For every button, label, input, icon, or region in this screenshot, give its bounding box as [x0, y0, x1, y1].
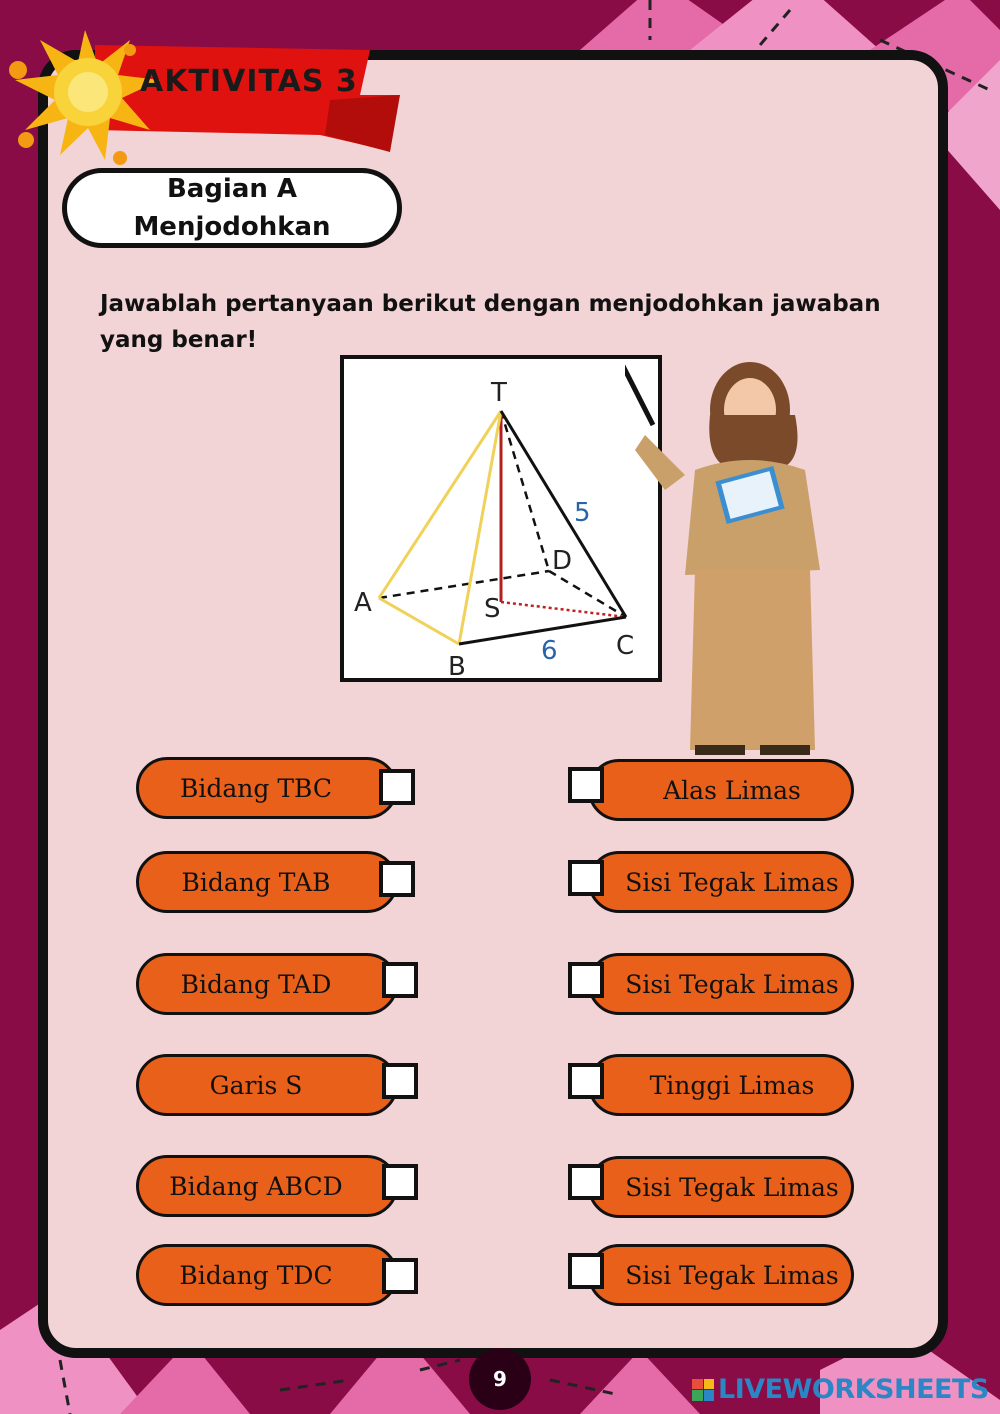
liveworksheets-brand[interactable]	[692, 1374, 989, 1405]
right-checkbox-1[interactable]	[568, 767, 604, 803]
vertex-b-label: B	[448, 652, 466, 678]
vertex-a-label: A	[354, 588, 372, 618]
right-item-5	[588, 1156, 854, 1218]
section-subtitle: Menjodohkan	[133, 212, 331, 242]
left-item-label: Bidang ABCD	[169, 1171, 343, 1201]
right-checkbox-6[interactable]	[568, 1253, 604, 1289]
right-item-label: Tinggi Limas	[649, 1070, 815, 1100]
right-checkbox-2[interactable]	[568, 860, 604, 896]
right-item-3	[588, 953, 854, 1015]
left-checkbox-1[interactable]	[379, 769, 415, 805]
section-label: Bagian A	[166, 174, 298, 204]
section-title	[62, 168, 402, 248]
left-item-label: Bidang TDC	[179, 1260, 333, 1290]
right-checkbox-4[interactable]	[568, 1063, 604, 1099]
left-checkbox-5[interactable]	[382, 1164, 418, 1200]
left-checkbox-4[interactable]	[382, 1063, 418, 1099]
right-item-4	[588, 1054, 854, 1116]
left-item-3	[136, 953, 398, 1015]
right-item-label: Alas Limas	[663, 775, 801, 805]
right-item-1	[588, 759, 854, 821]
point-s-label: S	[484, 594, 501, 624]
left-item-label: Bidang TBC	[180, 773, 332, 803]
left-checkbox-6[interactable]	[382, 1258, 418, 1294]
right-item-label: Sisi Tegak Limas	[625, 1260, 839, 1290]
left-item-label: Bidang TAD	[180, 969, 332, 999]
left-item-2	[136, 851, 398, 913]
page-number: 9	[469, 1348, 531, 1410]
edge-length-5: 5	[574, 498, 591, 528]
vertex-t-label: T	[491, 378, 507, 408]
instruction-text: Jawablah pertanyaan berikut dengan menjodohkan jawaban yang benar!	[100, 291, 881, 353]
right-item-label: Sisi Tegak Limas	[625, 1172, 839, 1202]
left-item-label: Bidang TAB	[181, 867, 331, 897]
right-checkbox-5[interactable]	[568, 1164, 604, 1200]
liveworksheets-logo-icon	[692, 1379, 714, 1401]
right-item-label: Sisi Tegak Limas	[625, 969, 839, 999]
right-item-6	[588, 1244, 854, 1306]
left-checkbox-2[interactable]	[379, 861, 415, 897]
right-checkbox-3[interactable]	[568, 962, 604, 998]
teacher-illustration	[625, 355, 825, 760]
activity-title: AKTIVITAS 3	[140, 64, 358, 99]
right-item-2	[588, 851, 854, 913]
vertex-c-label: C	[616, 631, 635, 661]
left-item-4	[136, 1054, 398, 1116]
right-item-label: Sisi Tegak Limas	[625, 867, 839, 897]
left-item-5	[136, 1155, 398, 1217]
brand-text: LIVEWORKSHEETS	[718, 1374, 989, 1405]
left-item-label: Garis S	[209, 1070, 303, 1100]
pyramid-figure	[340, 355, 662, 682]
left-checkbox-3[interactable]	[382, 962, 418, 998]
vertex-d-label: D	[552, 546, 573, 576]
edge-length-6: 6	[541, 636, 558, 666]
left-item-1	[136, 757, 398, 819]
left-item-6	[136, 1244, 398, 1306]
